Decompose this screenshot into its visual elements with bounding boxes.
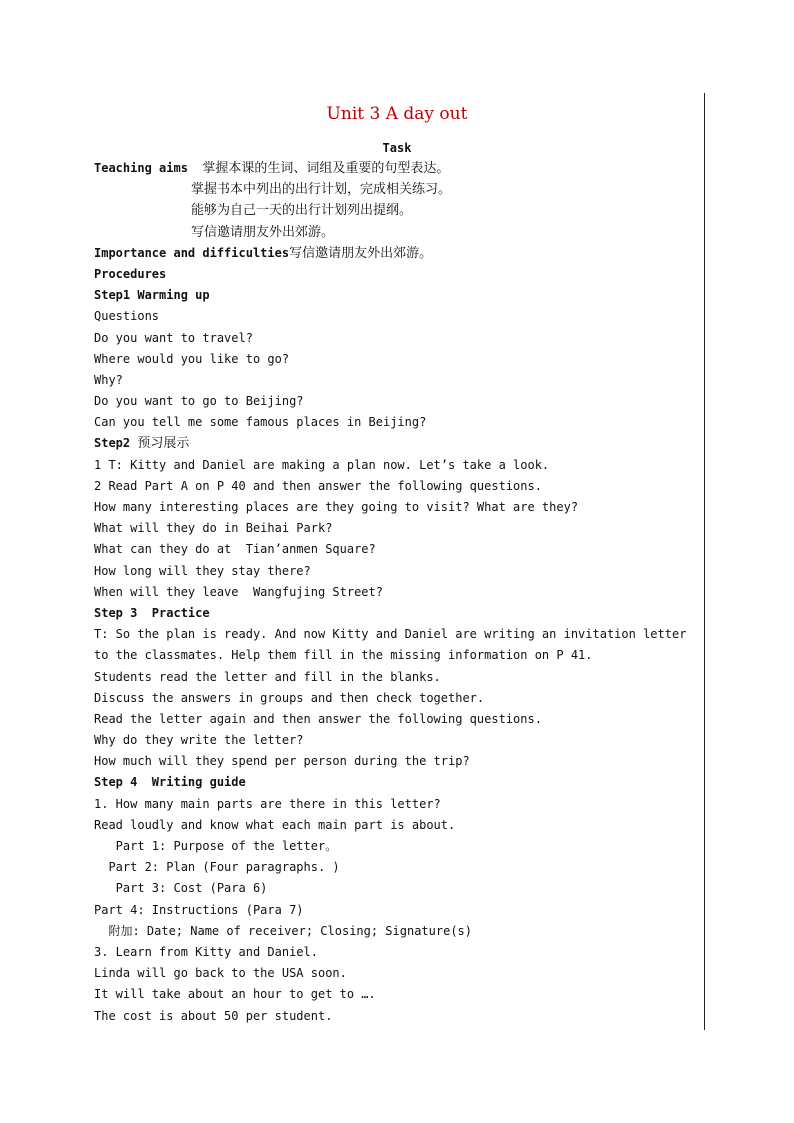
aim-item: 写信邀请朋友外出郊游。 bbox=[191, 224, 335, 240]
step4-line: Part 1: Purpose of the letter。 bbox=[94, 839, 338, 854]
step2-line: 2 Read Part A on P 40 and then answer the following questions. bbox=[94, 478, 542, 493]
importance-text: 写信邀请朋友外出郊游。 bbox=[289, 245, 433, 261]
step1-line: Do you want to travel? bbox=[94, 330, 253, 345]
step1-line: Questions bbox=[94, 309, 160, 324]
step4-line: Part 2: Plan (Four paragraphs. ) bbox=[94, 860, 340, 875]
step3-line: Discuss the answers in groups and then check together. bbox=[94, 690, 485, 705]
step2-line: What will they do in Beihai Park? bbox=[94, 521, 333, 536]
step2-heading-en: Step2 bbox=[94, 436, 131, 451]
step1-line: Where would you like to go? bbox=[94, 351, 290, 366]
page-title: Unit 3 A day out bbox=[326, 104, 468, 124]
step2-heading-cn: 预习展示 bbox=[137, 436, 190, 452]
step4-line: Part 4: Instructions (Para 7) bbox=[94, 902, 304, 917]
step4-line: 附加: Date; Name of receiver; Closing; Signature(s) bbox=[94, 923, 473, 938]
step2-line: What can they do at Tian’anmen Square? bbox=[94, 542, 376, 557]
aim-item: 掌握本课的生词、词组及重要的句型表达。 bbox=[202, 161, 450, 176]
step3-line: How much will they spend per person during the trip? bbox=[94, 754, 470, 769]
step2-line: 1 T: Kitty and Daniel are making a plan now. Let’s take a look. bbox=[94, 457, 550, 472]
document-body bbox=[94, 158, 702, 1027]
step3-line: Students read the letter and fill in the blanks. bbox=[94, 669, 441, 684]
page-subtitle: Task bbox=[382, 141, 412, 155]
step4-heading: Step 4 Writing guide bbox=[94, 775, 246, 790]
step4-line: Part 3: Cost (Para 6) bbox=[94, 881, 268, 896]
step2-line: How many interesting places are they going to visit? What are they? bbox=[94, 500, 579, 514]
step4-line: 1. How many main parts are there in this letter? bbox=[94, 796, 441, 811]
step1-line: Why? bbox=[94, 372, 123, 387]
step3-line: T: So the plan is ready. And now Kitty and Daniel are writing an invitation letter to the classmates. Help them fill in the missing information on P 41. bbox=[94, 627, 687, 663]
step3-line: Read the letter again and then answer the following questions. bbox=[94, 711, 542, 726]
teaching-aims-label: Teaching aims bbox=[94, 161, 188, 175]
step1-heading: Step1 Warming up bbox=[94, 288, 210, 303]
teaching-aims-row bbox=[94, 158, 702, 179]
importance-label: Importance and difficulties bbox=[94, 245, 290, 260]
step4-line: Read loudly and know what each main part is about. bbox=[94, 817, 456, 832]
aim-item: 掌握书本中列出的出行计划，完成相关练习。 bbox=[191, 182, 452, 198]
importance-row bbox=[94, 243, 702, 264]
step2-line: When will they leave Wangfujing Street? bbox=[94, 584, 383, 599]
step4-line: It will take about an hour to get to …. bbox=[94, 987, 376, 1002]
step3-line: Why do they write the letter? bbox=[94, 733, 304, 748]
page-margin-rule bbox=[704, 93, 705, 1030]
step4-line: The cost is about 50 per student. bbox=[94, 1008, 333, 1023]
step4-line: Linda will go back to the USA soon. bbox=[94, 966, 347, 981]
step3-heading: Step 3 Practice bbox=[94, 605, 210, 620]
step4-line: 3. Learn from Kitty and Daniel. bbox=[94, 944, 318, 959]
procedures-heading: Procedures bbox=[94, 266, 167, 281]
aim-item: 能够为自己一天的出行计划列出提纲。 bbox=[191, 203, 413, 219]
step2-heading bbox=[94, 433, 702, 454]
step1-line: Can you tell me some famous places in Beijing? bbox=[94, 415, 427, 430]
step2-line: How long will they stay there? bbox=[94, 563, 311, 578]
step1-line: Do you want to go to Beijing? bbox=[94, 394, 304, 409]
